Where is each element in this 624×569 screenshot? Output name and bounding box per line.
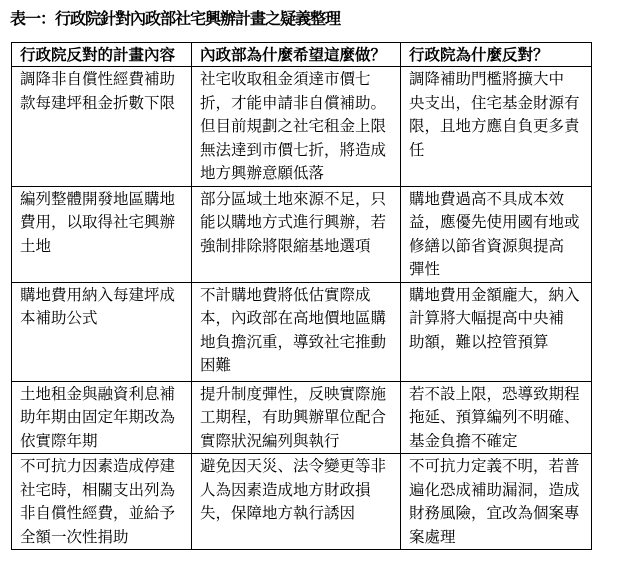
issues-table bbox=[11, 42, 592, 550]
cell-interior-reason: 社宅收取租金須達市價七 折，才能申請非自償補助。 但目前規劃之社宅租金上限 無法達到市價七折，將造成 地方興辦意願低落 bbox=[192, 67, 401, 187]
cell-interior-reason: 提升制度彈性，反映實際施 工期程，有助興辦單位配合 實際狀況編列與執行 bbox=[192, 381, 401, 454]
table-row bbox=[12, 282, 592, 381]
cell-plan-content: 購地費用納入每建坪成 本補助公式 bbox=[12, 282, 192, 381]
header-plan-content: 行政院反對的計畫內容 bbox=[12, 43, 192, 67]
table-row bbox=[12, 381, 592, 454]
cell-executive-objection: 調降補助門檻將擴大中 央支出，住宅基金財源有 限，且地方應自負更多責 任 bbox=[401, 67, 592, 187]
table-row bbox=[12, 67, 592, 187]
cell-plan-content: 土地租金與融資利息補 助年期由固定年期改為 依實際年期 bbox=[12, 381, 192, 454]
cell-plan-content: 編列整體開發地區購地 費用，以取得社宅興辦 土地 bbox=[12, 186, 192, 282]
table-title: 表一：行政院針對內政部社宅興辦計畫之疑義整理 bbox=[10, 9, 341, 28]
header-executive-objection: 行政院為什麼反對？ bbox=[401, 43, 592, 67]
cell-interior-reason: 避免因天災、法令變更等非 人為因素造成地方財政損 失，保障地方執行誘因 bbox=[192, 454, 401, 550]
table-row bbox=[12, 454, 592, 550]
cell-interior-reason: 不計購地費將低估實際成 本，內政部在高地價地區購 地負擔沉重，導致社宅推動 困難 bbox=[192, 282, 401, 381]
cell-executive-objection: 不可抗力定義不明，若普 遍化恐成補助漏洞，造成 財務風險，宜改為個案專 案處理 bbox=[401, 454, 592, 550]
header-row bbox=[12, 43, 592, 67]
cell-plan-content: 不可抗力因素造成停建 社宅時，相關支出列為 非自償性經費，並給予 全額一次性捐助 bbox=[12, 454, 192, 550]
cell-executive-objection: 若不設上限，恐導致期程 拖延、預算編列不明確、 基金負擔不確定 bbox=[401, 381, 592, 454]
cell-executive-objection: 購地費用金額龐大，納入 計算將大幅提高中央補 助額，難以控管預算 bbox=[401, 282, 592, 381]
header-interior-reason: 內政部為什麼希望這麼做？ bbox=[192, 43, 401, 67]
table-row bbox=[12, 186, 592, 282]
cell-plan-content: 調降非自償性經費補助 款每建坪租金折數下限 bbox=[12, 67, 192, 187]
cell-interior-reason: 部分區域土地來源不足，只 能以購地方式進行興辦，若 強制排除將限縮基地選項 bbox=[192, 186, 401, 282]
cell-executive-objection: 購地費過高不具成本效 益，應優先使用國有地或 修繕以節省資源與提高 彈性 bbox=[401, 186, 592, 282]
